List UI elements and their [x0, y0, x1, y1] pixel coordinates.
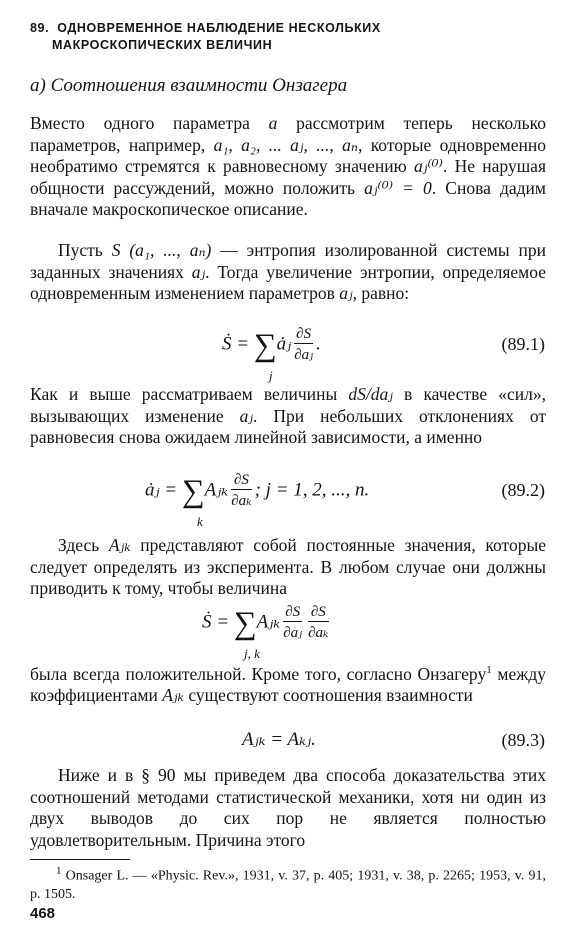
- sum-symbol: ∑: [253, 326, 277, 363]
- param-aj-3: aⱼ: [239, 405, 254, 426]
- p2-text-c: . Тогда увеличение энтропии, определяемое одновременным изменением параметров: [30, 261, 546, 303]
- p1-text-a: Вместо одного параметра: [30, 113, 269, 133]
- eq3-formula: [202, 604, 332, 642]
- p1-text-d: . Не нарушая общности рассуждений, можно положить: [30, 156, 546, 198]
- eq4-formula: Aⱼₖ = Aₖⱼ.: [242, 729, 316, 750]
- eq1-term: ȧⱼ: [276, 333, 292, 355]
- coef-ajk: Aⱼₖ: [108, 535, 131, 555]
- p6-text: Ниже и в § 90 мы приведем два способа доказательства этих соотношений методами статистической механики, хотя ни один из двух выводов до сих пор не является полностью удовлетворительным. Причина этого: [30, 765, 546, 850]
- eq4-number: (89.3): [501, 730, 545, 750]
- eq3-lhs: Ṡ =: [202, 611, 234, 633]
- eq1-denominator: ∂aⱼ: [294, 347, 314, 363]
- eq2-denominator: ∂aₖ: [231, 493, 252, 509]
- p2-text-a: Пусть: [58, 240, 112, 260]
- paragraph-3: [30, 384, 546, 449]
- paragraph-1: [30, 113, 546, 221]
- p1-var-a: a: [268, 113, 278, 133]
- eq2-number: (89.2): [501, 480, 545, 500]
- section-number: 89.: [30, 21, 50, 35]
- equation-89-2: [0, 466, 573, 529]
- eq3-denominator-1: ∂aⱼ: [283, 625, 303, 641]
- force-ratio: dS/daⱼ: [348, 384, 393, 404]
- eq1-tail: .: [316, 333, 321, 355]
- entropy-function: S (a₁, ..., aₙ): [111, 240, 212, 260]
- coef-ajk-2: Aⱼₖ: [162, 685, 184, 706]
- params-list: a₁, a₂, ... aⱼ, ..., aₙ,: [213, 134, 363, 155]
- eq3-fraction-2: [308, 604, 328, 642]
- equation-89-1: [0, 320, 573, 383]
- eq1-fraction: [294, 326, 313, 364]
- p2-text-b: — энтропия изолированной системы при заданных значениях: [30, 240, 546, 282]
- subsection-title: а) Соотношения взаимности Онзагера: [30, 75, 348, 96]
- p1-text-c: которые одновременно необратимо стремятся к равновесному значению: [30, 134, 546, 176]
- section-title-line2: МАКРОСКОПИЧЕСКИХ ВЕЛИЧИН: [52, 38, 273, 52]
- equilibrium-zero: aⱼ⁽⁰⁾ = 0: [364, 177, 432, 198]
- sum-symbol: ∑: [181, 472, 205, 509]
- section-header: [30, 20, 550, 54]
- eq3-sum-index: j, k: [244, 646, 260, 661]
- p3-text-b: в качестве «сил», вызывающих изменение: [30, 384, 546, 426]
- footnote-ref: 1: [486, 664, 492, 676]
- eq2-fraction: [231, 472, 251, 510]
- eq2-term: Aⱼₖ: [204, 479, 229, 501]
- eq1-lhs: Ṡ =: [222, 333, 254, 355]
- p4-text-a: Здесь: [58, 535, 109, 555]
- eq2-sum-index: k: [197, 514, 203, 529]
- p3-text-a: Как и выше рассматриваем величины: [30, 384, 349, 404]
- page-number: 468: [30, 905, 56, 922]
- p3-text-c: . При небольших отклонениях от равновесия снова ожидаем линейной зависимости, а именно: [30, 405, 546, 447]
- paragraph-6: [30, 765, 546, 851]
- eq3-numerator-2: ∂S: [308, 604, 328, 622]
- p4-text-b: представляют собой постоянные значения, которые следует определять из эксперимента. В любом случае они должны приводить к тому, чтобы величина: [30, 535, 546, 598]
- footnote: [30, 862, 546, 904]
- eq2-tail: ; j = 1, 2, ..., n.: [254, 479, 370, 501]
- param-aj: aⱼ: [191, 261, 206, 282]
- footnote-text: Onsager L. — «Physic. Rev.», 1931, v. 37, p. 405; 1931, v. 38, p. 2265; 1953, v. 91, p. 1505.: [30, 868, 547, 902]
- paragraph-5: [30, 660, 546, 707]
- equation-sdot: [0, 598, 573, 661]
- footnote-divider: [30, 859, 130, 860]
- sum-symbol: ∑: [233, 604, 257, 641]
- p5-text-b: между коэффициентами: [30, 663, 546, 706]
- paragraph-4: [30, 535, 546, 600]
- eq3-numerator-1: ∂S: [285, 604, 301, 620]
- eq2-lhs: ȧⱼ =: [145, 479, 182, 501]
- equilibrium-value: aⱼ⁽⁰⁾: [413, 156, 443, 176]
- eq2-numerator: ∂S: [231, 472, 251, 490]
- eq2-formula: [145, 472, 369, 510]
- eq1-formula: [222, 326, 321, 364]
- p2-text-d: , равно:: [352, 283, 410, 303]
- p5-text-c: существуют соотношения взаимности: [183, 685, 473, 706]
- p1-text-e: . Снова дадим вначале макроскопическое описание.: [30, 177, 546, 219]
- eq3-term: Aⱼₖ: [256, 611, 281, 633]
- p1-text-b: рассмотрим теперь несколько параметров, например,: [30, 113, 546, 155]
- eq1-number: (89.1): [501, 334, 545, 354]
- footnote-mark: 1: [56, 865, 62, 877]
- paragraph-2: [30, 240, 546, 305]
- section-title-line1: ОДНОВРЕМЕННОЕ НАБЛЮДЕНИЕ НЕСКОЛЬКИХ: [57, 21, 381, 35]
- param-aj-2: aⱼ: [339, 283, 353, 303]
- p5-text-a: была всегда положительной. Кроме того, согласно Онзагеру: [30, 663, 487, 684]
- eq1-sum-index: j: [269, 368, 273, 383]
- eq3-fraction-1: [283, 604, 302, 642]
- eq3-denominator-2: ∂aₖ: [308, 625, 329, 641]
- eq1-numerator: ∂S: [296, 326, 312, 342]
